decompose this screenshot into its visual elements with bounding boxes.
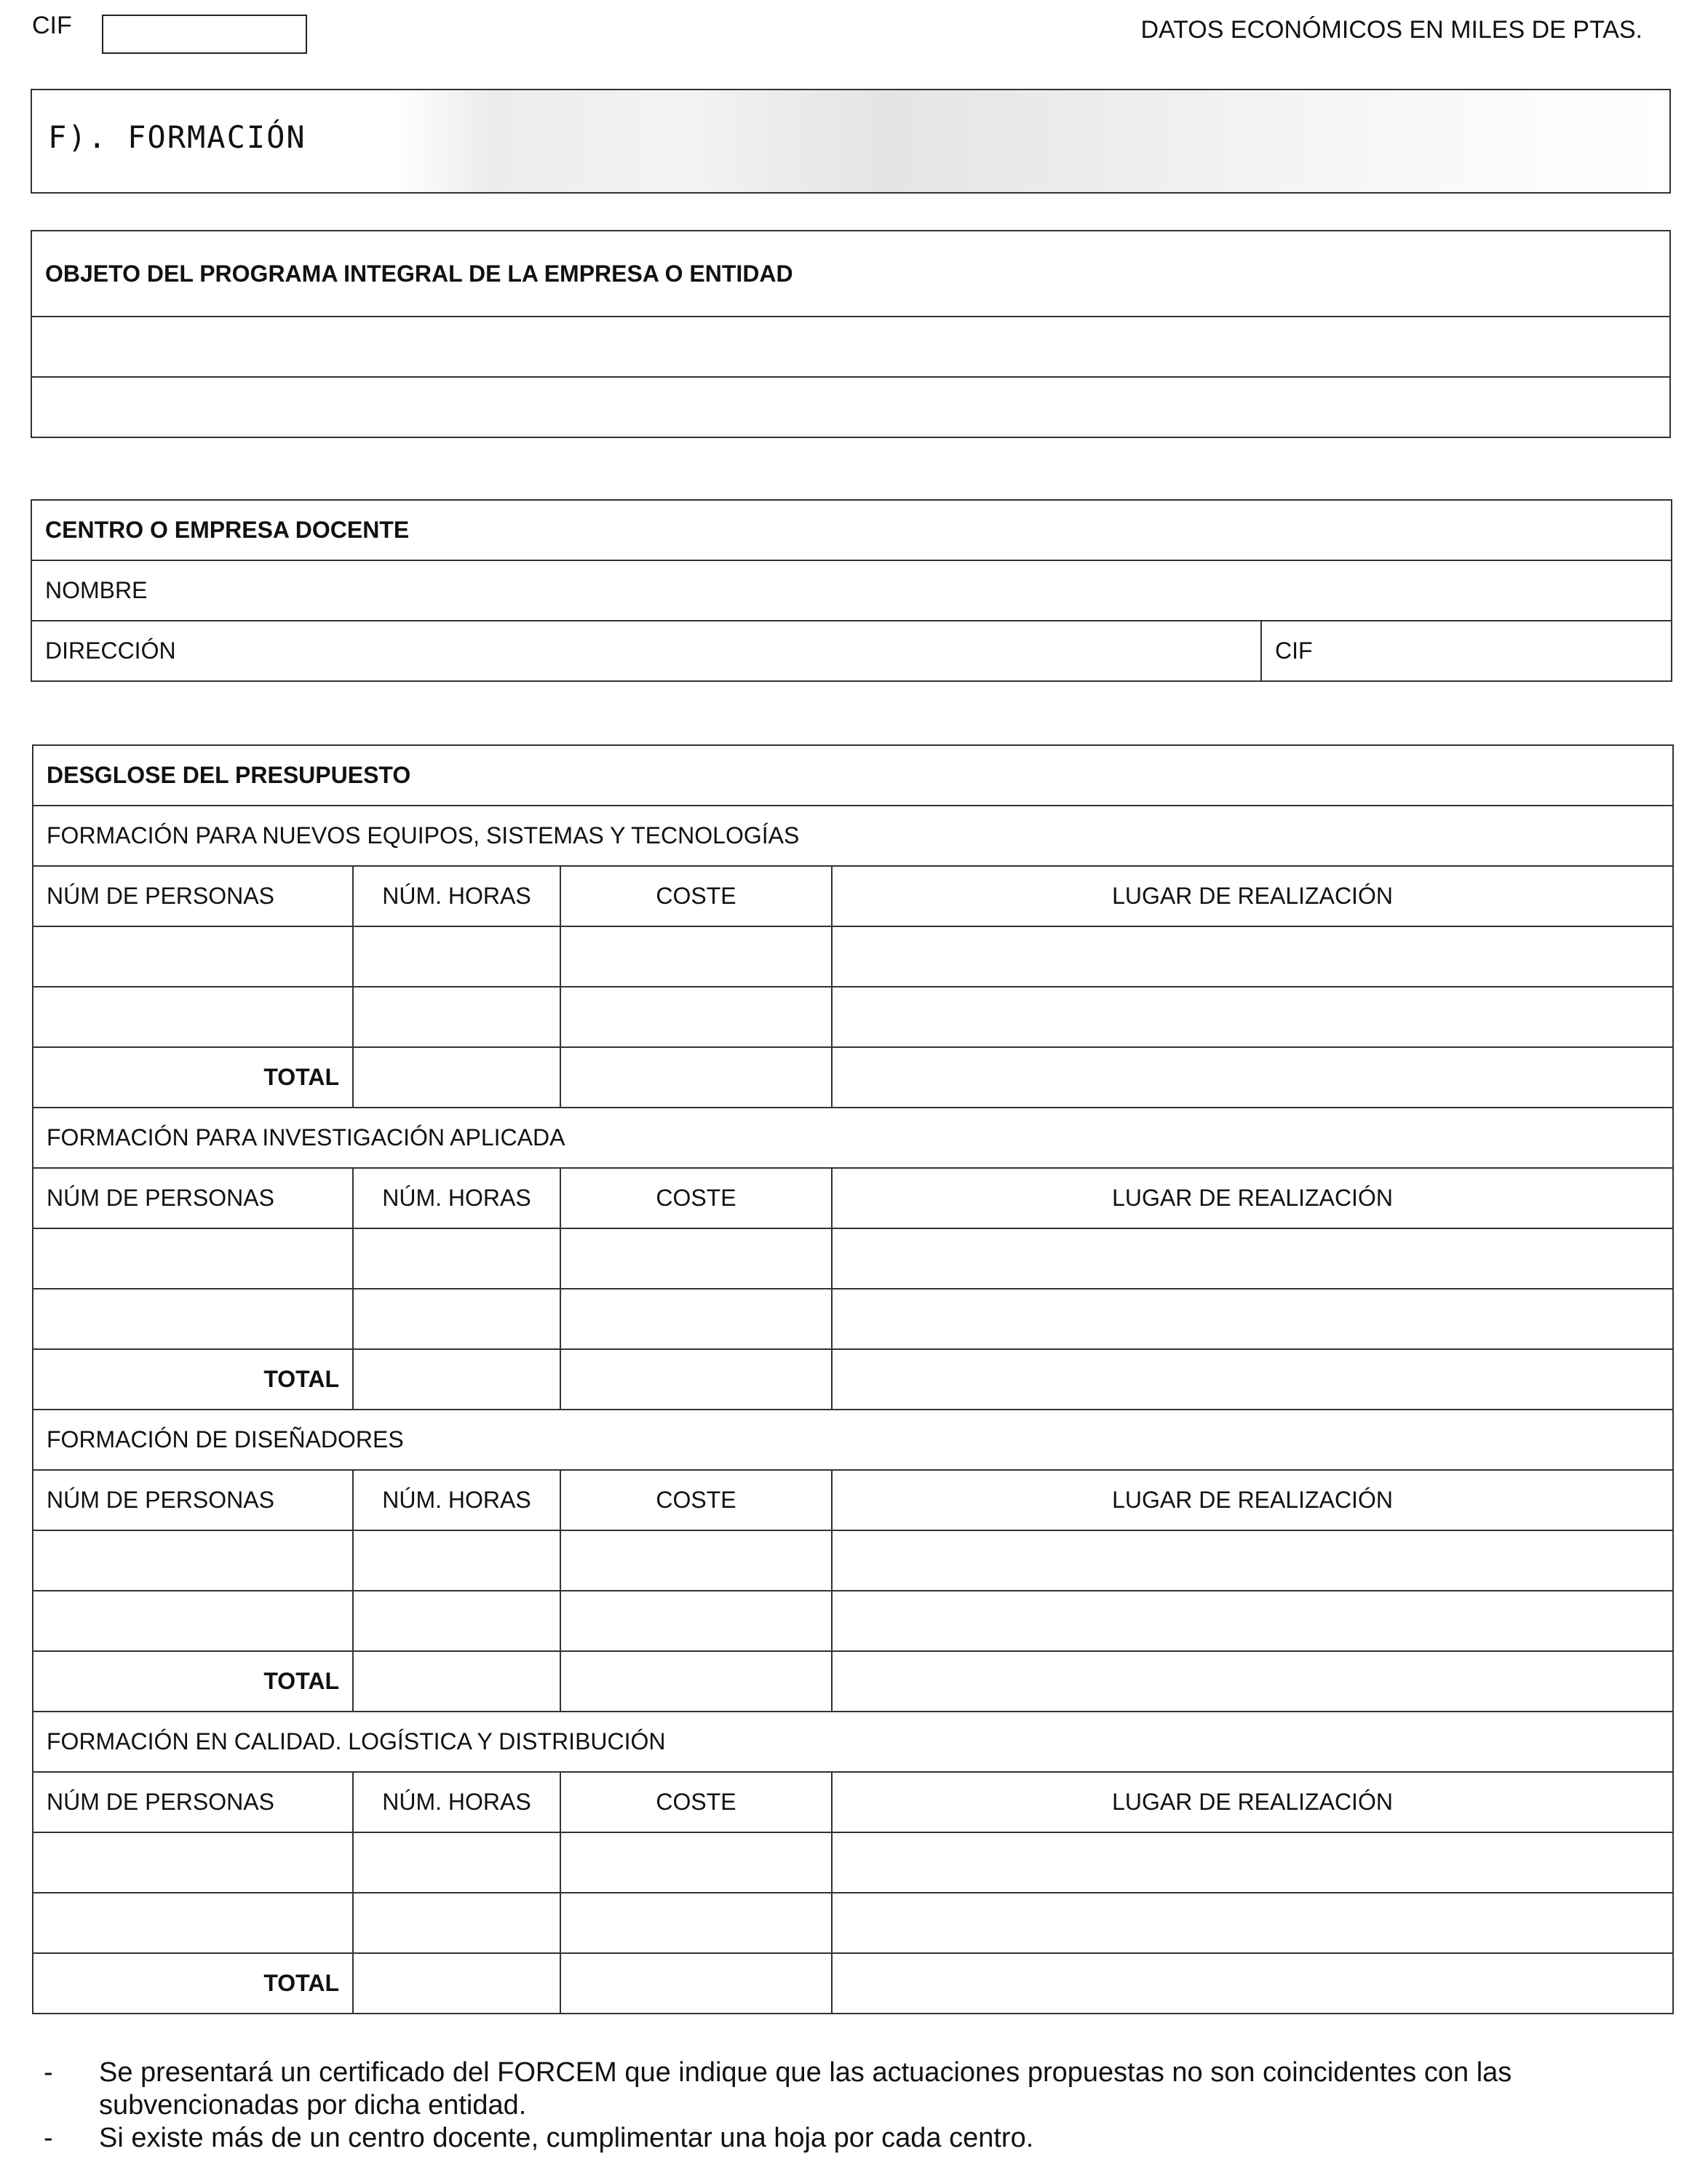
table-row	[33, 926, 1673, 987]
total-label: TOTAL	[33, 1953, 353, 2014]
total-coste[interactable]	[560, 1953, 832, 2014]
cif-input-box[interactable]	[102, 15, 307, 54]
cif-label: CIF	[32, 12, 72, 39]
cell-horas[interactable]	[353, 987, 560, 1047]
cell-coste[interactable]	[560, 1530, 832, 1591]
table-row	[33, 1228, 1673, 1289]
table-row	[33, 1832, 1673, 1893]
cell-horas[interactable]	[353, 1591, 560, 1651]
cell-horas[interactable]	[353, 1289, 560, 1349]
col-coste: COSTE	[560, 1470, 832, 1530]
cell-coste[interactable]	[560, 987, 832, 1047]
footnote	[44, 2122, 1685, 2155]
group-title: FORMACIÓN PARA INVESTIGACIÓN APLICADA	[33, 1108, 1673, 1168]
table-row	[33, 1591, 1673, 1651]
total-row	[33, 1651, 1673, 1712]
cell-horas[interactable]	[353, 926, 560, 987]
total-horas[interactable]	[353, 1047, 560, 1108]
total-horas[interactable]	[353, 1651, 560, 1712]
total-label: TOTAL	[33, 1651, 353, 1712]
cell-lugar[interactable]	[832, 926, 1673, 987]
group-title: FORMACIÓN EN CALIDAD. LOGÍSTICA Y DISTRIBUCIÓN	[33, 1712, 1673, 1772]
col-lugar: LUGAR DE REALIZACIÓN	[832, 1168, 1673, 1228]
total-label: TOTAL	[33, 1047, 353, 1108]
table-row	[33, 1289, 1673, 1349]
bullet-dash: -	[44, 2057, 53, 2088]
column-header-row	[33, 1772, 1673, 1832]
footnote-text: Se presentará un certificado del FORCEM que indique que las actuaciones propuestas no son coincidentes con las subvencionadas por dicha entidad.	[99, 2057, 1512, 2121]
col-horas: NÚM. HORAS	[353, 1168, 560, 1228]
cell-lugar[interactable]	[832, 987, 1673, 1047]
cell-horas[interactable]	[353, 1832, 560, 1893]
col-horas: NÚM. HORAS	[353, 866, 560, 926]
cell-coste[interactable]	[560, 1893, 832, 1953]
cell-lugar[interactable]	[832, 1530, 1673, 1591]
cell-personas[interactable]	[33, 1832, 353, 1893]
footnote	[44, 2056, 1685, 2122]
cell-horas[interactable]	[353, 1893, 560, 1953]
col-personas: NÚM DE PERSONAS	[33, 1470, 353, 1530]
col-personas: NÚM DE PERSONAS	[33, 1168, 353, 1228]
cell-personas[interactable]	[33, 1893, 353, 1953]
section-header	[31, 89, 1671, 194]
col-coste: COSTE	[560, 1772, 832, 1832]
centro-cif-field[interactable]: CIF	[1261, 621, 1672, 681]
cell-coste[interactable]	[560, 1289, 832, 1349]
total-horas[interactable]	[353, 1349, 560, 1410]
cell-lugar[interactable]	[832, 1893, 1673, 1953]
centro-table	[31, 499, 1672, 682]
bullet-dash: -	[44, 2122, 53, 2153]
table-row	[33, 1530, 1673, 1591]
centro-title: CENTRO O EMPRESA DOCENTE	[31, 500, 1672, 560]
direccion-field[interactable]: DIRECCIÓN	[31, 621, 1261, 681]
col-lugar: LUGAR DE REALIZACIÓN	[832, 1470, 1673, 1530]
col-personas: NÚM DE PERSONAS	[33, 1772, 353, 1832]
cell-lugar[interactable]	[832, 1289, 1673, 1349]
total-lugar[interactable]	[832, 1047, 1673, 1108]
col-lugar: LUGAR DE REALIZACIÓN	[832, 1772, 1673, 1832]
col-lugar: LUGAR DE REALIZACIÓN	[832, 866, 1673, 926]
cell-horas[interactable]	[353, 1530, 560, 1591]
group-title: FORMACIÓN PARA NUEVOS EQUIPOS, SISTEMAS Y TECNOLOGÍAS	[33, 806, 1673, 866]
cell-lugar[interactable]	[832, 1832, 1673, 1893]
total-coste[interactable]	[560, 1349, 832, 1410]
cell-personas[interactable]	[33, 1289, 353, 1349]
cell-coste[interactable]	[560, 926, 832, 987]
total-row	[33, 1047, 1673, 1108]
footnotes	[44, 2056, 1685, 2154]
total-coste[interactable]	[560, 1651, 832, 1712]
objeto-table	[31, 230, 1671, 438]
total-horas[interactable]	[353, 1953, 560, 2014]
economic-data-note: DATOS ECONÓMICOS EN MILES DE PTAS.	[1140, 16, 1643, 44]
cell-lugar[interactable]	[832, 1228, 1673, 1289]
nombre-field[interactable]: NOMBRE	[31, 560, 1672, 621]
cell-coste[interactable]	[560, 1591, 832, 1651]
cell-personas[interactable]	[33, 1530, 353, 1591]
total-lugar[interactable]	[832, 1651, 1673, 1712]
column-header-row	[33, 1470, 1673, 1530]
cell-coste[interactable]	[560, 1832, 832, 1893]
desglose-title: DESGLOSE DEL PRESUPUESTO	[33, 745, 1673, 806]
section-title: F). FORMACIÓN	[48, 119, 306, 155]
cell-personas[interactable]	[33, 987, 353, 1047]
desglose-table	[32, 744, 1674, 2014]
cell-personas[interactable]	[33, 926, 353, 987]
total-label: TOTAL	[33, 1349, 353, 1410]
objeto-line-2[interactable]	[31, 377, 1670, 437]
column-header-row	[33, 866, 1673, 926]
objeto-line-1[interactable]	[31, 317, 1670, 377]
column-header-row	[33, 1168, 1673, 1228]
cell-personas[interactable]	[33, 1591, 353, 1651]
cell-lugar[interactable]	[832, 1591, 1673, 1651]
col-horas: NÚM. HORAS	[353, 1470, 560, 1530]
total-lugar[interactable]	[832, 1953, 1673, 2014]
total-row	[33, 1349, 1673, 1410]
cell-horas[interactable]	[353, 1228, 560, 1289]
cell-coste[interactable]	[560, 1228, 832, 1289]
objeto-title: OBJETO DEL PROGRAMA INTEGRAL DE LA EMPRESA O ENTIDAD	[31, 231, 1670, 317]
footnote-text: Si existe más de un centro docente, cumplimentar una hoja por cada centro.	[99, 2122, 1034, 2153]
total-coste[interactable]	[560, 1047, 832, 1108]
col-coste: COSTE	[560, 1168, 832, 1228]
total-row	[33, 1953, 1673, 2014]
cell-personas[interactable]	[33, 1228, 353, 1289]
col-personas: NÚM DE PERSONAS	[33, 866, 353, 926]
col-horas: NÚM. HORAS	[353, 1772, 560, 1832]
table-row	[33, 987, 1673, 1047]
table-row	[33, 1893, 1673, 1953]
group-title: FORMACIÓN DE DISEÑADORES	[33, 1410, 1673, 1470]
col-coste: COSTE	[560, 866, 832, 926]
total-lugar[interactable]	[832, 1349, 1673, 1410]
